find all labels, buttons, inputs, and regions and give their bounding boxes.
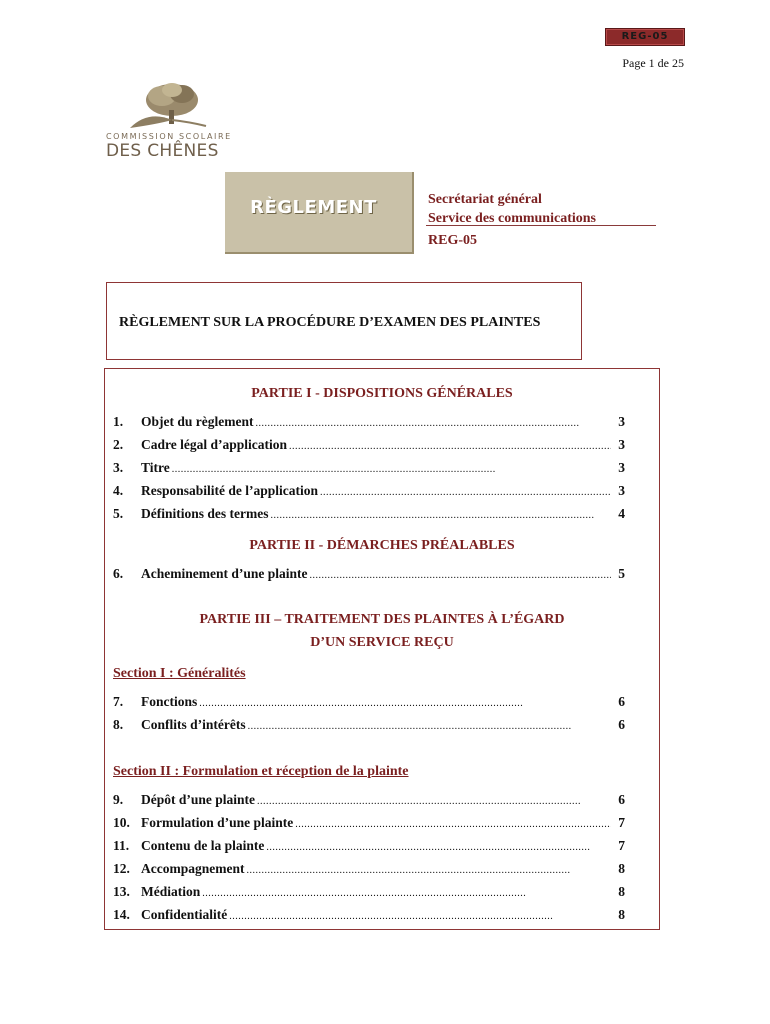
toc-entry-number: 2. [113,437,124,452]
toc-entry[interactable] [113,506,625,526]
toc-entry-page: 6 [618,717,625,732]
toc-entry-label: Objet du règlement [141,414,254,429]
regulation-code: REG-05 [428,233,477,248]
toc-entry[interactable] [113,884,625,904]
logo-text-top: COMMISSION SCOLAIRE [106,132,232,141]
toc-entry-label: Responsabilité de l’application [141,483,319,498]
toc-entry[interactable] [113,861,625,881]
toc-entry[interactable] [113,792,625,812]
toc-entry-label: Acheminement d’une plainte [141,566,308,581]
toc-entry-page: 4 [618,506,625,521]
department-block [428,190,596,228]
toc-entry-number: 10. [113,815,130,830]
toc-part-heading-cont: D’UN SERVICE REÇU [310,635,454,650]
toc-entry-label: Fonctions [141,694,198,709]
toc-entry-number: 8. [113,717,124,732]
toc-entry-number: 11. [113,838,130,853]
toc-entry[interactable] [113,838,625,858]
toc-entry[interactable] [113,694,625,714]
toc-entry[interactable] [113,566,625,586]
toc-entry-page: 3 [618,460,625,475]
department-divider [426,225,656,226]
toc-entry-number: 14. [113,907,130,922]
department-line1: Secrétariat général [428,192,542,207]
toc-entry-page: 3 [618,437,625,452]
toc-entry[interactable] [113,483,625,503]
toc-entry-number: 12. [113,861,130,876]
toc-entry-label: Formulation d’une plainte [141,815,294,830]
oak-tree-icon [128,80,210,132]
toc-entry[interactable] [113,460,625,480]
toc-entry[interactable] [113,907,625,927]
toc-entry-label: Titre [141,460,170,475]
toc-entry-number: 7. [113,694,124,709]
document-title-box [106,282,582,360]
document-title: RÈGLEMENT SUR LA PROCÉDURE D’EXAMEN DES PLAINTES [119,315,541,330]
logo-text-bottom: DES CHÊNES [106,141,219,161]
toc-entry-label: Contenu de la plainte [141,838,265,853]
toc-entry-page: 8 [618,884,625,899]
toc-entry-number: 1. [113,414,124,429]
toc-entry[interactable] [113,414,625,434]
toc-entry-label: Conflits d’intérêts [141,717,246,732]
toc-entry-page: 3 [618,483,625,498]
toc-entry-label: Médiation [141,884,201,899]
toc-entry-page: 7 [618,815,625,830]
table-of-contents [104,368,660,930]
toc-entry-number: 4. [113,483,124,498]
reglement-banner [225,172,414,254]
toc-entry-label: Cadre légal d’application [141,437,288,452]
document-code-badge: REG-05 [605,28,685,46]
toc-entry-page: 7 [618,838,625,853]
toc-entry-number: 3. [113,460,124,475]
toc-entry-number: 5. [113,506,124,521]
toc-section-heading: Section II : Formulation et réception de la plainte [113,764,409,779]
page-number: Page 1 de 25 [622,56,684,70]
toc-part-heading: PARTIE III – TRAITEMENT DES PLAINTES À L’ÉGARD [199,612,565,627]
toc-entry[interactable] [113,815,625,835]
toc-part-heading: PARTIE II - DÉMARCHES PRÉALABLES [249,538,515,553]
toc-entry-page: 6 [618,792,625,807]
toc-entry-number: 13. [113,884,130,899]
toc-entry-page: 8 [618,861,625,876]
toc-entry[interactable] [113,717,625,737]
toc-entry-page: 3 [618,414,625,429]
toc-entry-page: 6 [618,694,625,709]
reglement-banner-label: RÈGLEMENT [250,197,377,218]
toc-entry-page: 8 [618,907,625,922]
toc-entry-number: 9. [113,792,124,807]
toc-entry[interactable] [113,437,625,457]
toc-entry-label: Accompagnement [141,861,245,876]
department-line2: Service des communications [428,211,596,226]
toc-part-heading: PARTIE I - DISPOSITIONS GÉNÉRALES [251,386,513,401]
school-board-logo [104,80,234,164]
toc-entry-label: Confidentialité [141,907,228,922]
toc-entry-label: Définitions des termes [141,506,269,521]
toc-entry-label: Dépôt d’une plainte [141,792,256,807]
toc-entry-page: 5 [618,566,625,581]
toc-entry-number: 6. [113,566,124,581]
toc-section-heading: Section I : Généralités [113,666,246,681]
